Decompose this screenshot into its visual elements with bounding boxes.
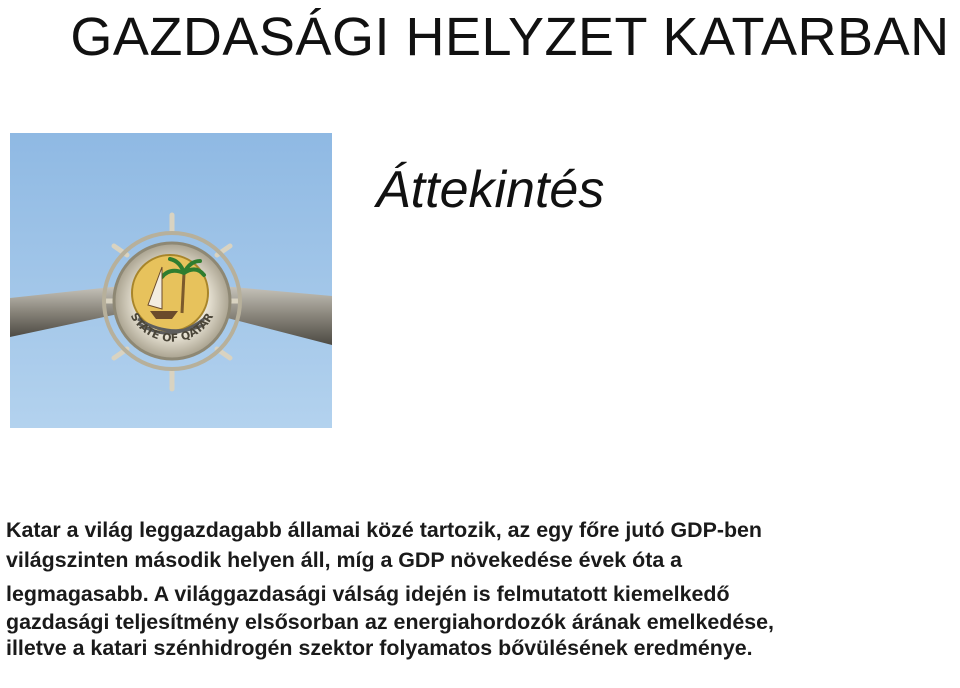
qatar-emblem-photo: [10, 133, 332, 428]
slide-title: GAZDASÁGI HELYZET KATARBAN: [70, 7, 950, 67]
slide-subtitle: Áttekintés: [376, 161, 605, 219]
body-line: világszinten második helyen áll, míg a GDP növekedése évek óta a: [6, 548, 683, 572]
body-line: illetve a katari szénhidrogén szektor folyamatos bővülésének eredménye.: [6, 636, 753, 660]
body-line: legmagasabb. A világgazdasági válság idején is felmutatott kiemelkedő: [6, 582, 730, 606]
body-line: gazdasági teljesítmény elsősorban az energiahordozók árának emelkedése,: [6, 610, 774, 634]
body-line: Katar a világ leggazdagabb államai közé tartozik, az egy főre jutó GDP-ben: [6, 518, 762, 542]
body-paragraph: [6, 515, 958, 661]
emblem-ring-text: STATE OF QATAR: [127, 310, 216, 345]
